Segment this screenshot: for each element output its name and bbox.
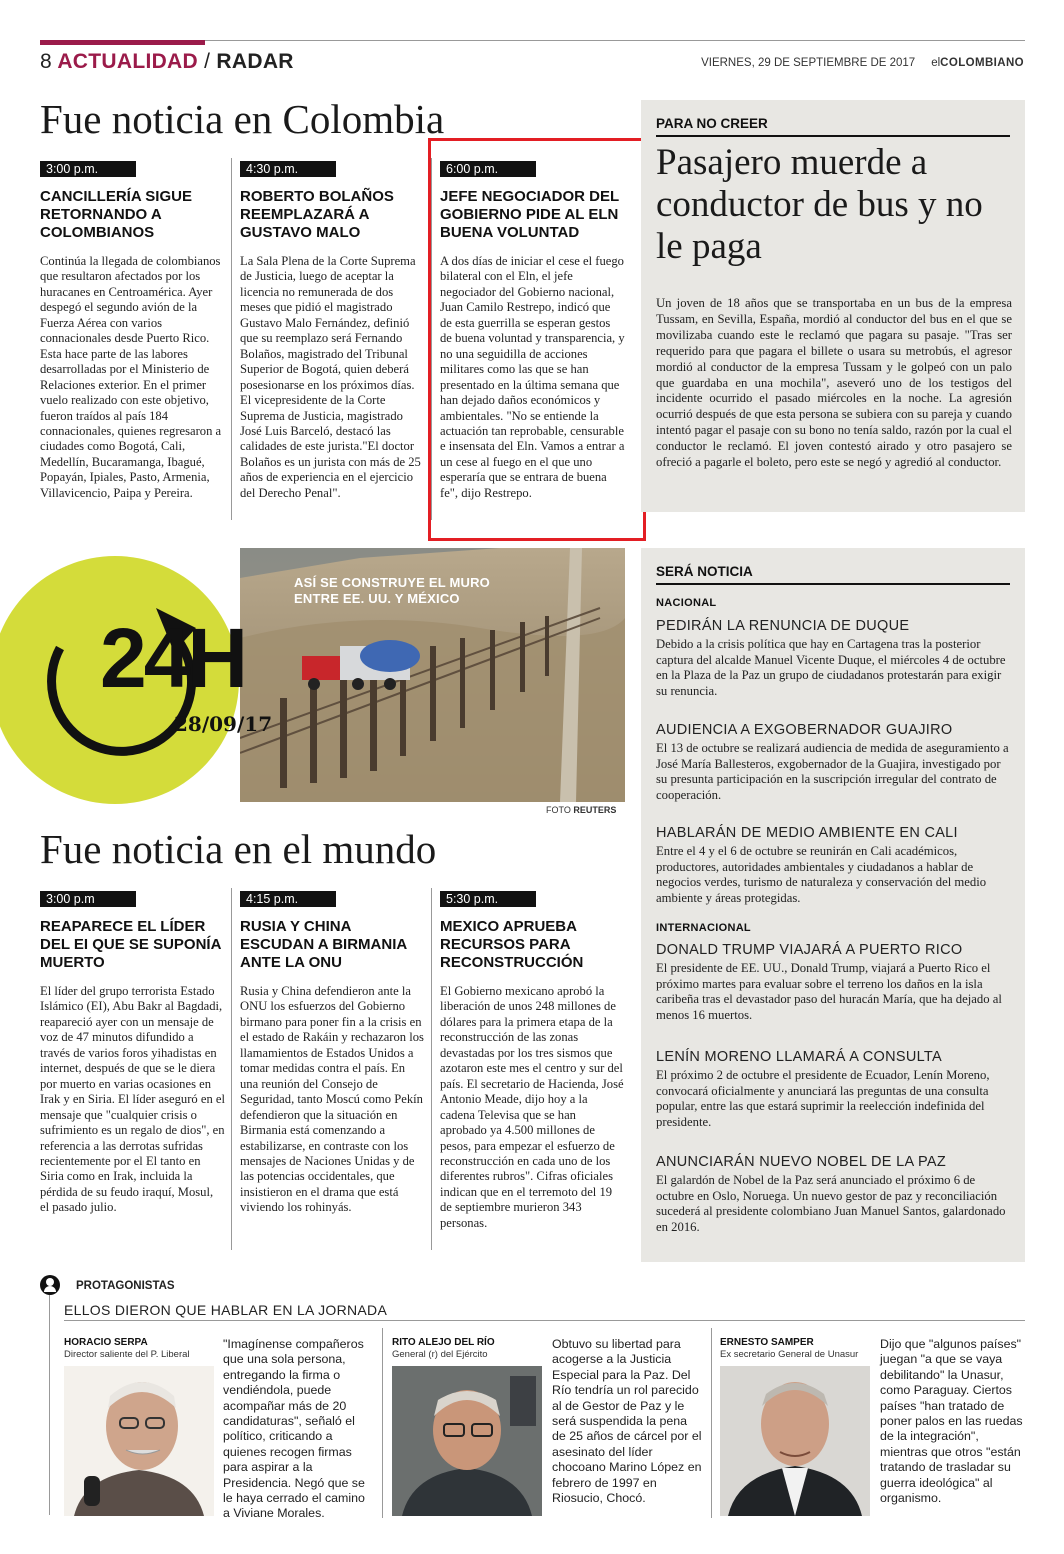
colombia-story-2 — [240, 158, 425, 501]
sera-noticia-item — [656, 825, 1011, 907]
story-time: 3:00 p.m. — [40, 161, 136, 177]
brand-prefix: el — [931, 57, 941, 69]
photo-credit-source: REUTERS — [573, 805, 617, 815]
person-quote: Obtuvo su libertad para acogerse a la Justicia Especial para la Paz. Del Río tendría un rol parecido al de Gestor de Paz y le será suspendida la pena de 25 años de cárcel por el asesinato del líder chocoano Marino López en febrero de 1997 en Riosucio, Chocó. — [552, 1337, 702, 1506]
story-time: 3:00 p.m — [40, 891, 136, 907]
protagonistas-label: PROTAGONISTAS — [76, 1280, 175, 1292]
page-number: 8 — [40, 50, 52, 73]
issue-date: VIERNES, 29 DE SEPTIEMBRE DE 2017 — [701, 57, 916, 69]
story-headline: MEXICO APRUEBA RECURSOS PARA RECONSTRUCCIÓN — [440, 918, 584, 971]
para-no-creer-label: PARA NO CREER — [656, 116, 768, 131]
story-body: A dos días de iniciar el cese el fuego bilateral con el Eln, el jefe negociador del Gobierno nacional, Juan Camilo Restrepo, indicó que de esta guerrilla se esperan gestos de buena voluntad y transparencia, y no una seguidilla de acciones militares como las que se han presentado en la última semana que han dejado daños económicos y ambientales. "No se entiende la actuación tan reprobable, censurable e insensata del Eln. Vamos a entrar a un cese al fuego en el que uno esperaría que se entrara de buena fe", dijo Restrepo. — [440, 254, 625, 500]
border-wall-photo — [240, 548, 625, 802]
mundo-story-2 — [240, 888, 425, 1216]
item-body: El 13 de octubre se realizará audiencia de medida de aseguramiento a José María Ballesteros, exgobernador de la Guajira, investigado por su presunta participación en la suscripción irregular del contrato de cooperación. — [656, 741, 1009, 803]
person-quote: Dijo que "algunos países" juegan "a que se vaya debilitando" la Unasur, como Paraguay. Ciertos países "han tratado de poner palos en las ruedas de la integración", mientras que otros "están tratando de trasladar su guerra ideológica" al organismo. — [880, 1337, 1023, 1506]
column-divider — [231, 158, 232, 520]
protagonistas-subtitle: ELLOS DIERON QUE HABLAR EN LA JORNADA — [64, 1302, 388, 1318]
story-headline: REAPARECE EL LÍDER DEL EI QUE SE SUPONÍA MUERTO — [40, 918, 221, 971]
column-divider — [711, 1328, 712, 1518]
person-photo — [64, 1366, 214, 1516]
story-headline: RUSIA Y CHINA ESCUDAN A BIRMANIA ANTE LA ONU — [240, 918, 407, 971]
h24-logo — [0, 548, 273, 808]
item-headline: ANUNCIARÁN NUEVO NOBEL DE LA PAZ — [656, 1154, 946, 1170]
person-photo — [720, 1366, 870, 1516]
internacional-label: INTERNACIONAL — [656, 922, 751, 934]
protagonistas-rule — [49, 1295, 50, 1515]
brand-name: COLOMBIANO — [940, 57, 1024, 69]
subsection-name: RADAR — [216, 50, 294, 73]
h24-date: 28/09/17 — [174, 712, 273, 736]
highlight-box — [428, 138, 646, 541]
item-headline: AUDIENCIA A EXGOBERNADOR GUAJIRO — [656, 722, 953, 738]
person-role: Director saliente del P. Liberal — [64, 1349, 190, 1360]
colombia-story-1 — [40, 158, 225, 501]
sera-noticia-label: SERÁ NOTICIA — [656, 564, 753, 579]
photo-caption-line-2: ENTRE EE. UU. Y MÉXICO — [294, 591, 460, 606]
column-divider — [231, 888, 232, 1250]
story-time: 5:30 p.m. — [440, 891, 536, 907]
item-headline: DONALD TRUMP VIAJARÁ A PUERTO RICO — [656, 942, 963, 958]
mundo-story-1 — [40, 888, 225, 1216]
section-color-bar — [40, 40, 205, 45]
story-time: 4:15 p.m. — [240, 891, 336, 907]
story-body: El Gobierno mexicano aprobó la liberación de unos 248 millones de dólares para la primera etapa de la reconstrucción de las zonas devastadas por los tres sismos que azotaron este mes el centro y sur del país. El secretario de Hacienda, José Antonio Meade, dijo hoy a la cadena Televisa que se han aprobado ya 4.500 millones de pesos, para empezar el esfuerzo de reconstrucción en cada uno de los diferentes rubros". Cifras oficiales indican que en el terremoto del 19 de septiembre murieron 343 personas. — [440, 984, 624, 1230]
para-no-creer-title: Pasajero muerde a conductor de bus y no le paga — [656, 142, 983, 267]
person-name: RITO ALEJO DEL RÍO — [392, 1337, 495, 1348]
section-separator: / — [204, 50, 211, 73]
sera-noticia-item — [656, 618, 1011, 700]
person-quote: "Imagínense compañeros que una sola persona, entregando la firma o vendiéndola, puede acompañar más de 20 candidaturas", señaló el político, criticando a quienes recogen firmas para aspirar a la Presidencia. Negó que se le haya cerrado el camino a Viviane Morales. — [223, 1337, 365, 1521]
item-headline: LENÍN MORENO LLAMARÁ A CONSULTA — [656, 1049, 942, 1065]
story-body: Continúa la llegada de colombianos que resultaron afectados por los huracanes en Centroamérica. Ayer despegó el segundo avión de la Fuerza Aérea con varios connacionales desde Puerto Rico. Esta hace parte de las labores desarrolladas por el Ministerio de Relaciones exterior. En el primer vuelo realizado con este objetivo, fueron traídos al país 184 connacionales, quienes regresaron a ciudades como Bogotá, Cali, Medellín, Bucaramanga, Ibagué, Popayán, Ipiales, Pasto, Armenia, Villavicencio, Paipa y Pereira. — [40, 254, 222, 500]
header-meta — [701, 57, 1024, 69]
sera-noticia-panel — [641, 548, 1025, 1262]
colombia-section-title: Fue noticia en Colombia — [40, 96, 445, 142]
story-time: 6:00 p.m. — [440, 161, 536, 177]
photo-caption — [294, 575, 490, 607]
nacional-label: NACIONAL — [656, 597, 717, 609]
person-role: General (r) del Ejército — [392, 1349, 488, 1360]
story-headline: CANCILLERÍA SIGUE RETORNANDO A COLOMBIANOS — [40, 188, 192, 241]
item-body: El próximo 2 de octubre el presidente de Ecuador, Lenín Moreno, convocará oficialmente y anunciará las preguntas de una consulta popular, entre las que estará suprimir la reelección indefinida del presidente. — [656, 1068, 990, 1130]
h24-logo-text: 24H — [100, 611, 246, 705]
story-headline: JEFE NEGOCIADOR DEL GOBIERNO PIDE AL ELN BUENA VOLUNTAD — [440, 188, 619, 241]
sera-noticia-item — [656, 1049, 1011, 1131]
sera-noticia-item — [656, 722, 1011, 804]
person-name: ERNESTO SAMPER — [720, 1337, 814, 1348]
mundo-section-title: Fue noticia en el mundo — [40, 826, 437, 872]
column-divider — [382, 1328, 383, 1518]
item-body: Debido a la crisis política que hay en Cartagena tras la posterior captura del alcalde Manuel Vicente Duque, el miércoles 4 de octubre en la Plaza de la Paz un grupo de ciudadanos protestarán para exigir su renuncia. — [656, 637, 1006, 699]
panel-rule — [656, 583, 1010, 585]
photo-caption-line-1: ASÍ SE CONSTRUYE EL MURO — [294, 575, 490, 590]
item-body: El galardón de Nobel de la Paz será anunciado el próximo 6 de octubre en Oslo, Noruega. Un nuevo gestor de paz y reconciliación sucederá al presidente colombiano Juan Manuel Santos, galardonado en 2016. — [656, 1173, 1006, 1235]
person-role: Ex secretario General de Unasur — [720, 1349, 859, 1360]
item-headline: PEDIRÁN LA RENUNCIA DE DUQUE — [656, 618, 910, 634]
mundo-story-3 — [440, 888, 625, 1231]
sera-noticia-item — [656, 942, 1011, 1024]
story-time: 4:30 p.m. — [240, 161, 336, 177]
section-header — [40, 50, 294, 74]
item-headline: HABLARÁN DE MEDIO AMBIENTE EN CALI — [656, 825, 958, 841]
protagonistas-top-rule — [64, 1320, 1025, 1321]
item-body: El presidente de EE. UU., Donald Trump, viajará a Puerto Rico el próximo martes para evaluar sobre el terreno los daños en la isla caribeña tras el devastador paso del huracán María, que ha dejado al menos 16 muertos. — [656, 961, 1002, 1023]
panel-rule — [656, 135, 1010, 137]
person-photo — [392, 1366, 542, 1516]
column-divider — [431, 888, 432, 1250]
story-body: El líder del grupo terrorista Estado Islámico (EI), Abu Bakr al Bagdadi, reapareció ayer con un mensaje de voz de 47 minutos difundido a través de varios foros yihadistas en internet, después de que se le diera por muerto en varias ocasiones en Irak y en Siria. El líder aseguró en el mensaje que "cualquier crisis o sufrimiento es un regalo de dios", en referencia a las derrotas sufridas recientemente por el El tanto en Siria como en Irak, incluida la pérdida de su feudo iraquí, Mosul, el pasado julio. — [40, 984, 225, 1215]
photo-credit-prefix: FOTO — [546, 805, 571, 815]
sera-noticia-item — [656, 1154, 1011, 1236]
para-no-creer-body: Un joven de 18 años que se transportaba en un bus de la empresa Tussam, en Sevilla, España, mordió al conductor del bus en el que se movilizaba cuando este le reclamó que pagara su pasaje. "Tras ser requerido para que pagara el billete o usara su metrobús, el agresor mordió al conductor de la empresa Tussam y le golpeó con un palo que guardaba en una mochila", aseveró uno de los testigos del incidente ocurrido el pasado miércoles en la noche. La agresión ocurrió después de que esta persona se subiera con su pareja y cuando intentó pagar el pasaje con su bono no tenía saldo, razón por la cual el conductor le reclamó. El joven contestó airado y otro pasajero se ofreció a pagarle el boleto, pero este se negó y agredió al conductor. — [656, 296, 1012, 470]
story-body: Rusia y China defendieron ante la ONU los esfuerzos del Gobierno birmano para poner fin a la crisis en el estado de Rakáin y rechazaron los llamamientos de Estados Unidos a tomar medidas contra el país. En una reunión del Consejo de Seguridad, tanto Moscú como Pekín defendieron que la situación en Birmania está comenzando a estabilizarse, en contraste con los mensajes de Naciones Unidas y de las potencias occidentales, que insistieron en el drama que está viviendo los rohinyás. — [240, 984, 424, 1215]
story-body: La Sala Plena de la Corte Suprema de Justicia, luego de aceptar la licencia no remunerada de dos meses que pidió el magistrado Gustavo Malo Fernández, definió que su reemplazo será Fernando Bolaños, magistrado del Tribunal Superior de Bogotá, quien deberá posesionarse en los próximos días. El vicepresidente de la Corte Suprema de Justicia, magistrado José Luis Barceló, destacó las calidades de este jurista."El doctor Bolaños es un jurista con más de 25 años de experiencia en el ejercicio del Derecho Penal". — [240, 254, 421, 500]
para-no-creer-panel — [641, 100, 1025, 512]
section-name: ACTUALIDAD — [57, 50, 198, 73]
person-icon — [40, 1275, 60, 1295]
person-name: HORACIO SERPA — [64, 1337, 148, 1348]
item-body: Entre el 4 y el 6 de octubre se reunirán en Cali académicos, productores, autoridades ambientales y ciudadanos a hablar de negocios verdes, turismo de naturaleza y conservación del medio ambiente y áreas protegidas. — [656, 844, 987, 906]
photo-credit — [546, 805, 616, 815]
story-headline: ROBERTO BOLAÑOS REEMPLAZARÁ A GUSTAVO MALO — [240, 188, 394, 241]
